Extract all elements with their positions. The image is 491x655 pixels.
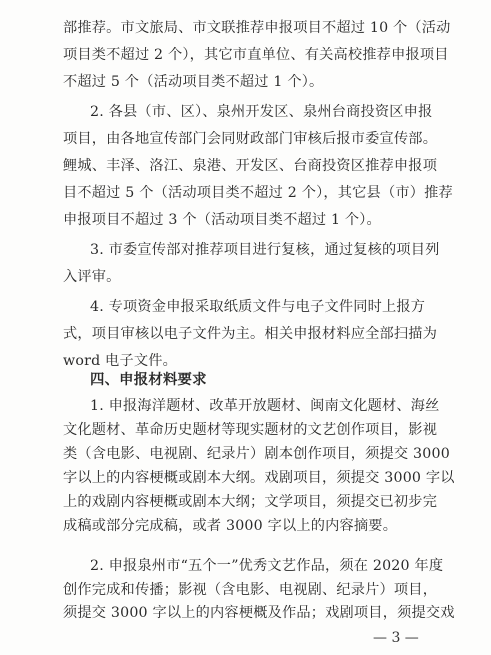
body-line: 创作完成和传播；影视（含电影、电视剧、纪录片）项目，	[63, 582, 438, 598]
body-line: 字以上的内容梗概或剧本大纲。戏剧项目，须提交 3000 字以	[63, 470, 455, 486]
body-line: 式，项目审核以电子文件为主。相关申报材料应全部扫描为	[63, 326, 438, 342]
body-line: 部推荐。市文旅局、市文联推荐申报项目不超过 10 个（活动	[63, 20, 451, 36]
body-line: 申报项目不超过 3 个（活动项目类不超过 1 个）。	[63, 212, 381, 228]
body-line: 目不超过 5 个（活动项目类不超过 2 个），其它县（市）推荐	[63, 185, 453, 201]
paragraph-start-line: 3. 市委宣传部对推荐项目进行复核，通过复核的项目列	[90, 242, 440, 258]
body-line: 入评审。	[63, 269, 121, 285]
body-line: 须提交 3000 字以上的内容梗概及作品；戏剧项目，须提交戏	[63, 605, 455, 621]
body-line: 项目类不超过 2 个），其它市直单位、有关高校推荐申报项目	[63, 47, 449, 63]
paragraph-start-line: 4. 专项资金申报采取纸质文件与电子文件同时上报方	[90, 299, 426, 315]
body-line: 文化题材、革命历史题材等现实题材的文艺创作项目，影视	[63, 422, 438, 438]
page-number: — 3 —	[373, 630, 419, 646]
body-line: 项目，由各地宣传部门会同财政部门审核后报市委宣传部。	[63, 131, 438, 147]
body-line: 成稿或部分完成稿，或者 3000 字以上的内容摘要。	[63, 518, 398, 534]
body-line: 不超过 5 个（活动项目类不超过 1 个）。	[63, 74, 324, 90]
body-line: 类（含电影、电视剧、纪录片）剧本创作项目，须提交 3000	[63, 446, 450, 462]
section-heading: 四、申报材料要求	[90, 372, 207, 388]
paragraph-start-line: 2. 申报泉州市“五个一”优秀文艺作品，须在 2020 年度	[90, 558, 444, 574]
body-line: word 电子文件。	[63, 353, 177, 369]
paragraph-start-line: 2. 各县（市、区）、泉州开发区、泉州台商投资区申报	[90, 104, 433, 120]
body-line: 鲤城、丰泽、洛江、泉港、开发区、台商投资区推荐申报项	[63, 158, 438, 174]
body-line: 上的戏剧内容梗概或剧本大纲；文学项目，须提交已初步完	[63, 494, 438, 510]
paragraph-start-line: 1. 申报海洋题材、改革开放题材、闽南文化题材、海丝	[90, 398, 440, 414]
